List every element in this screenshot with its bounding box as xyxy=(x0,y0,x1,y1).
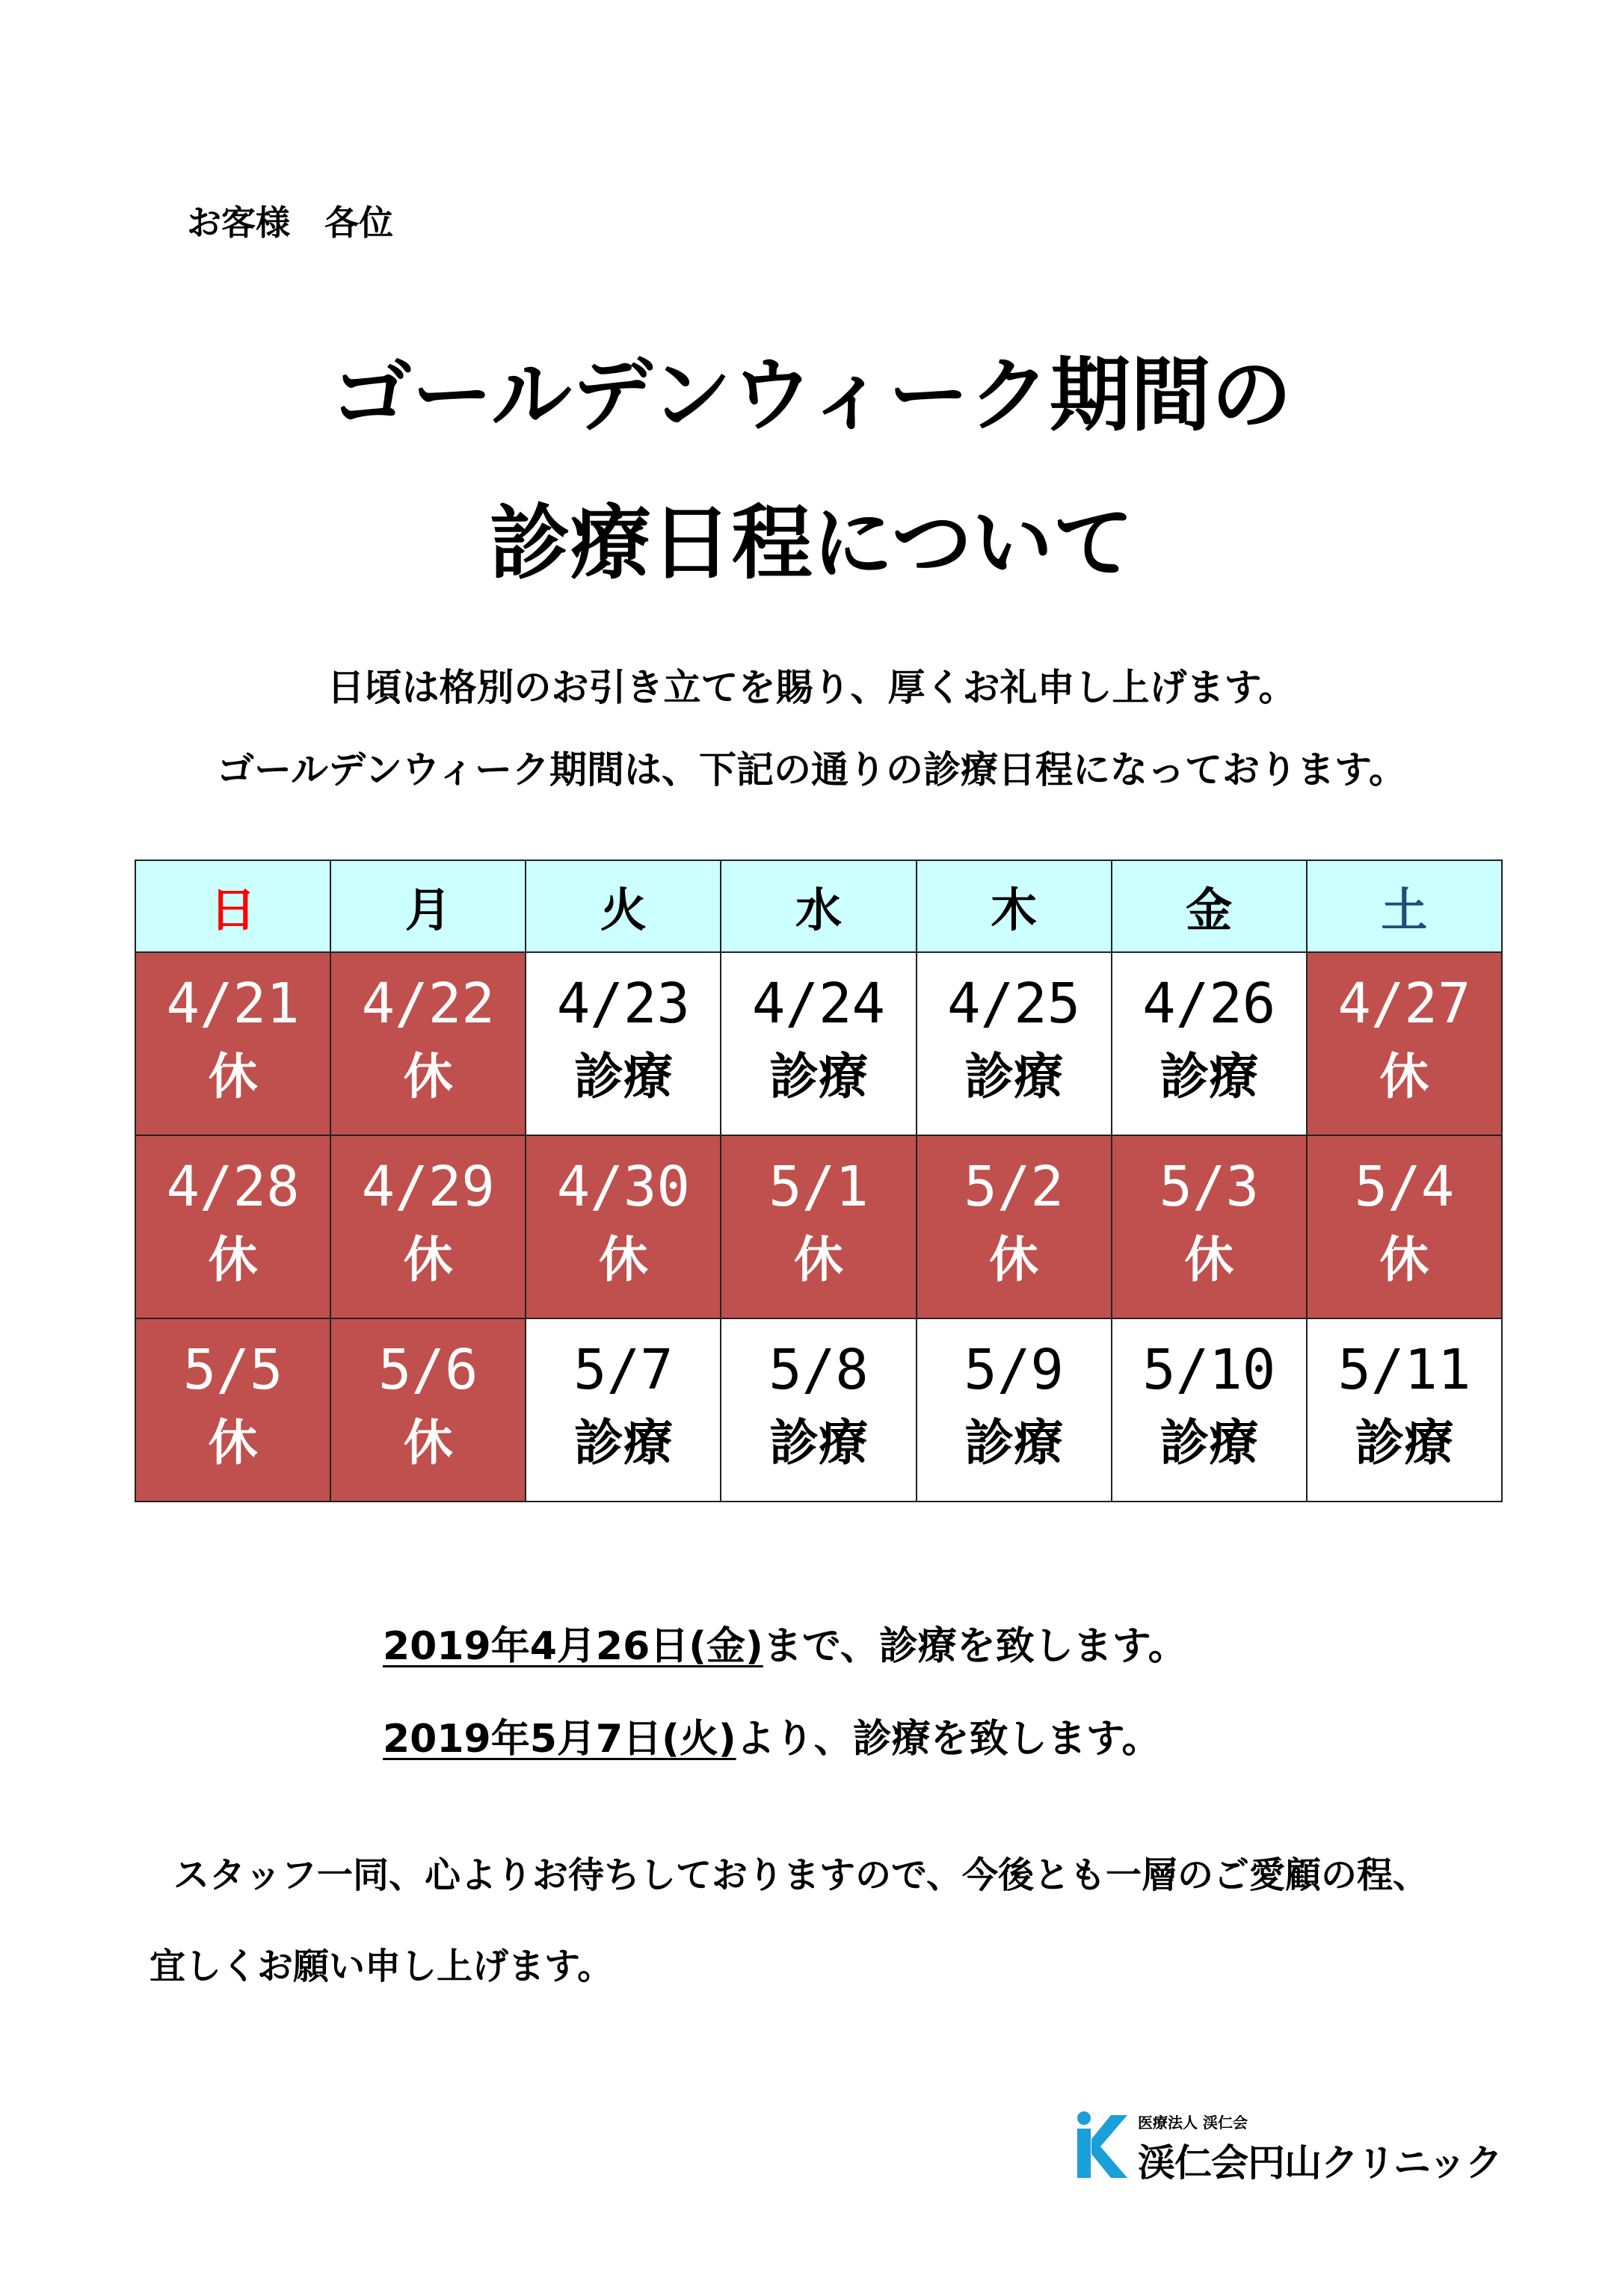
day-header-fri: 金 xyxy=(1112,860,1307,952)
schedule-cell-status: 診療 xyxy=(1355,1414,1454,1472)
schedule-cell-closed xyxy=(135,1135,330,1318)
closing-line-1: スタッフ一同、心よりお待ちしておりますので、今後とも一層のご愛顧の程、 xyxy=(173,1854,1429,1896)
schedule-cell-status: 診療 xyxy=(573,1048,673,1106)
schedule-cell-status: 休 xyxy=(208,1048,258,1106)
schedule-cell-open xyxy=(526,952,721,1135)
schedule-cell-status: 休 xyxy=(989,1231,1039,1289)
schedule-cell-closed xyxy=(135,1318,330,1502)
schedule-cell-status: 診療 xyxy=(1159,1414,1259,1472)
schedule-cell-date: 5/11 xyxy=(1337,1338,1471,1403)
schedule-cell-date: 5/7 xyxy=(573,1338,674,1403)
schedule-header-row xyxy=(135,860,1502,952)
schedule-cell-status: 休 xyxy=(208,1231,258,1289)
schedule-cell-date: 4/22 xyxy=(361,972,495,1037)
schedule-cell-closed xyxy=(330,952,526,1135)
notice-resume-day-date: 2019年5月7日(火) xyxy=(383,1717,736,1762)
schedule-cell-closed xyxy=(1307,952,1502,1135)
schedule-cell-date: 4/29 xyxy=(361,1155,495,1220)
closing-line-2: 宜しくお願い申し上げます。 xyxy=(150,1945,614,1987)
schedule-table xyxy=(135,860,1503,1502)
schedule-cell-closed xyxy=(526,1135,721,1318)
schedule-cell-date: 4/25 xyxy=(947,972,1081,1037)
schedule-cell-date: 5/3 xyxy=(1159,1155,1260,1220)
day-header-wed: 水 xyxy=(721,860,916,952)
salutation: お客様 各位 xyxy=(187,203,393,243)
schedule-cell-status: 休 xyxy=(598,1231,648,1289)
schedule-week-row xyxy=(135,1135,1502,1318)
schedule-cell-status: 休 xyxy=(403,1414,453,1472)
schedule-cell-status: 診療 xyxy=(1159,1048,1259,1106)
schedule-cell-date: 4/28 xyxy=(166,1155,300,1220)
intro-line-2: ゴールデンウィーク期間は、下記の通りの診療日程になっております。 xyxy=(217,748,1406,791)
schedule-cell-open xyxy=(1112,952,1307,1135)
schedule-cell-status: 休 xyxy=(1379,1231,1429,1289)
schedule-cell-date: 4/30 xyxy=(556,1155,690,1220)
schedule-cell-date: 4/24 xyxy=(751,972,886,1037)
day-header-thu: 木 xyxy=(917,860,1112,952)
schedule-cell-date: 5/4 xyxy=(1354,1155,1455,1220)
day-header-mon: 月 xyxy=(330,860,526,952)
schedule-cell-open xyxy=(1112,1318,1307,1502)
schedule-cell-closed xyxy=(135,952,330,1135)
notice-last-day-date: 2019年4月26日(金) xyxy=(383,1624,763,1669)
schedule-cell-open xyxy=(917,952,1112,1135)
schedule-cell-date: 5/2 xyxy=(964,1155,1064,1220)
schedule-cell-date: 4/27 xyxy=(1337,972,1471,1037)
schedule-cell-date: 5/9 xyxy=(964,1338,1064,1403)
schedule-cell-status: 休 xyxy=(403,1048,453,1106)
schedule-cell-date: 5/1 xyxy=(769,1155,869,1220)
schedule-cell-status: 休 xyxy=(793,1231,843,1289)
clinic-logo-mark-icon xyxy=(1075,2111,1130,2179)
clinic-logo-name: 渓仁会円山クリニック xyxy=(1138,2141,1502,2185)
schedule-cell-status: 診療 xyxy=(769,1048,868,1106)
schedule-cell-status: 休 xyxy=(1184,1231,1234,1289)
notice-resume-day-text: より、診療を致します。 xyxy=(736,1717,1161,1762)
schedule-cell-date: 4/21 xyxy=(166,972,300,1037)
schedule-cell-status: 休 xyxy=(1379,1048,1429,1106)
schedule-week-row xyxy=(135,952,1502,1135)
schedule-cell-open xyxy=(526,1318,721,1502)
schedule-cell-date: 5/6 xyxy=(378,1338,478,1403)
schedule-cell-date: 4/23 xyxy=(556,972,690,1037)
schedule-cell-closed xyxy=(721,1135,916,1318)
clinic-logo xyxy=(1075,2108,1502,2185)
schedule-cell-status: 診療 xyxy=(573,1414,673,1472)
notice-resume-day xyxy=(383,1707,1160,1763)
schedule-cell-status: 診療 xyxy=(769,1414,868,1472)
schedule-cell-closed xyxy=(330,1318,526,1502)
schedule-cell-closed xyxy=(1112,1135,1307,1318)
day-header-sat: 土 xyxy=(1307,860,1502,952)
day-header-tue: 火 xyxy=(526,860,721,952)
schedule-cell-date: 5/5 xyxy=(182,1338,283,1403)
schedule-body xyxy=(135,952,1502,1502)
schedule-cell-date: 5/8 xyxy=(769,1338,869,1403)
schedule-cell-status: 休 xyxy=(208,1414,258,1472)
notice-last-day-text: まで、診療を致します。 xyxy=(763,1624,1187,1669)
schedule-cell-open xyxy=(917,1318,1112,1502)
schedule-cell-status: 診療 xyxy=(964,1048,1064,1106)
schedule-cell-status: 診療 xyxy=(964,1414,1064,1472)
schedule-cell-closed xyxy=(330,1135,526,1318)
schedule-cell-closed xyxy=(1307,1135,1502,1318)
schedule-cell-date: 5/10 xyxy=(1142,1338,1276,1403)
notice-last-day xyxy=(383,1614,1187,1670)
day-header-sun: 日 xyxy=(135,860,330,952)
schedule-cell-open xyxy=(1307,1318,1502,1502)
schedule-cell-open xyxy=(721,1318,916,1502)
schedule-cell-date: 4/26 xyxy=(1142,972,1276,1037)
clinic-logo-subtitle: 医療法人 渓仁会 xyxy=(1138,2114,1248,2132)
schedule-week-row xyxy=(135,1318,1502,1502)
schedule-cell-open xyxy=(721,952,916,1135)
schedule-cell-closed xyxy=(917,1135,1112,1318)
schedule-cell-status: 休 xyxy=(403,1231,453,1289)
intro-line-1: 日頃は格別のお引き立てを賜り、厚くお礼申し上げます。 xyxy=(327,666,1296,709)
page-title-line-1: ゴールデンウィーク期間の xyxy=(330,349,1293,442)
page-title-line-2: 診療日程について xyxy=(489,497,1134,590)
